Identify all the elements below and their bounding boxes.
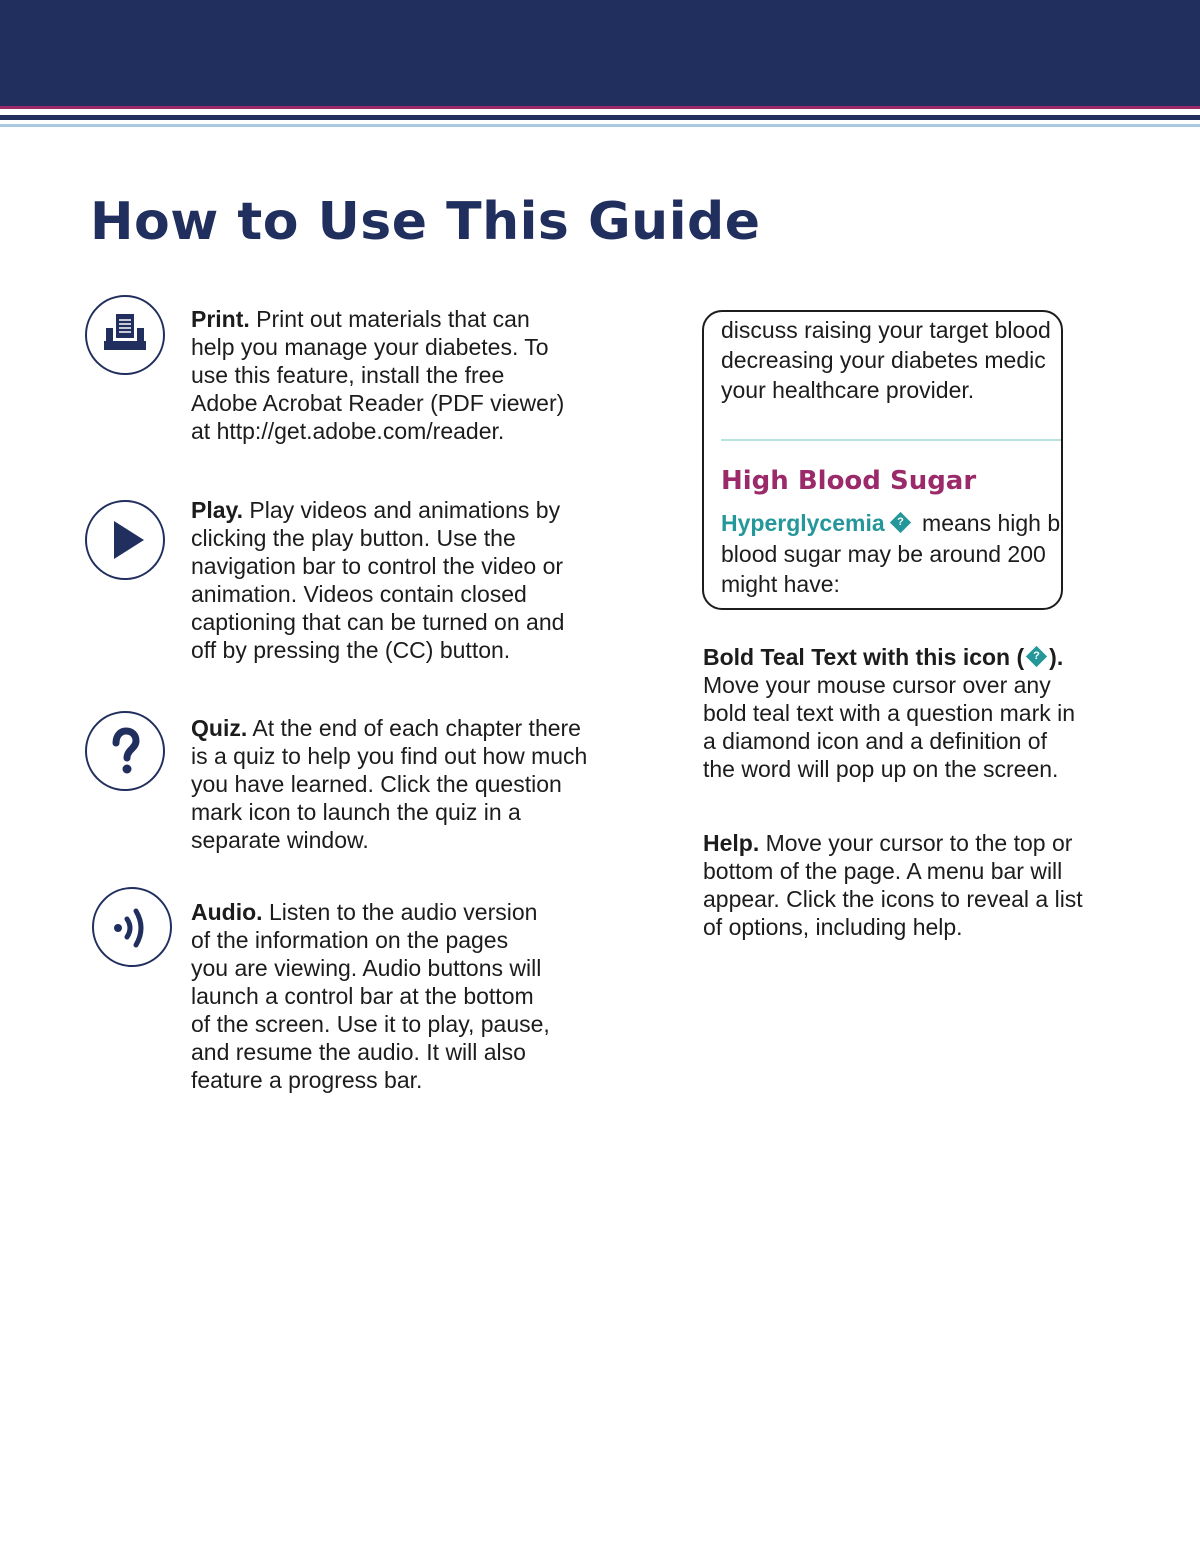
print-text-line: Print out materials that can: [256, 306, 530, 332]
help-note-line: Move your cursor to the top or: [765, 830, 1073, 856]
page-title: How to Use This Guide: [90, 192, 761, 252]
print-icon[interactable]: [85, 295, 165, 375]
help-description: [703, 829, 1143, 941]
teal-note-line: the word will pop up on the screen.: [703, 756, 1059, 782]
audio-icon[interactable]: [92, 887, 172, 967]
teal-note-line: Move your mouse cursor over any: [703, 672, 1051, 698]
quiz-text-line: you have learned. Click the question: [191, 771, 562, 797]
help-note-line: of options, including help.: [703, 914, 963, 940]
quiz-heading: Quiz.: [191, 715, 248, 741]
preview-text-line: might have:: [721, 571, 840, 597]
quiz-text-line: At the end of each chapter there: [252, 715, 581, 741]
play-text-line: Play videos and animations by: [249, 497, 561, 523]
glossary-preview-card: [702, 310, 1063, 610]
audio-description: [191, 898, 611, 1094]
play-text-line: captioning that can be turned on and: [191, 609, 565, 635]
preview-divider: [721, 439, 1063, 441]
print-heading: Print.: [191, 306, 250, 332]
quiz-text-line: separate window.: [191, 827, 369, 853]
preview-text-line: blood sugar may be around 200: [721, 541, 1046, 567]
play-text-line: clicking the play button. Use the: [191, 525, 516, 551]
teal-note-line: bold teal text with a question mark in: [703, 700, 1076, 726]
glossary-diamond-icon: ?: [1026, 646, 1047, 667]
play-text-line: navigation bar to control the video or: [191, 553, 564, 579]
preview-text-line: your healthcare provider.: [721, 377, 975, 403]
print-text-line: at http://get.adobe.com/reader.: [191, 418, 505, 444]
audio-heading: Audio.: [191, 899, 263, 925]
glossary-diamond-icon[interactable]: ?: [890, 512, 911, 533]
print-text-line: help you manage your diabetes. To: [191, 334, 549, 360]
audio-text-line: Listen to the audio version: [268, 899, 538, 925]
play-text-line: animation. Videos contain closed: [191, 581, 527, 607]
help-note-line: bottom of the page. A menu bar will: [703, 858, 1063, 884]
help-note-line: appear. Click the icons to reveal a list: [703, 886, 1083, 912]
teal-note-line: a diamond icon and a definition of: [703, 728, 1047, 754]
audio-text-line: of the screen. Use it to play, pause,: [191, 1011, 550, 1037]
play-text-line: off by pressing the (CC) button.: [191, 637, 511, 663]
print-description: [191, 305, 611, 445]
help-heading: Help.: [703, 830, 760, 856]
header-banner: [0, 0, 1200, 106]
quiz-text-line: is a quiz to help you find out how much: [191, 743, 588, 769]
print-text-line: Adobe Acrobat Reader (PDF viewer): [191, 390, 565, 416]
preview-term-rest: means high b: [915, 510, 1061, 536]
preview-term-line: [721, 508, 1063, 538]
audio-text-line: of the information on the pages: [191, 927, 509, 953]
audio-text-line: and resume the audio. It will also: [191, 1039, 526, 1065]
audio-text-line: feature a progress bar.: [191, 1067, 423, 1093]
audio-text-line: launch a control bar at the bottom: [191, 983, 534, 1009]
quiz-description: [191, 714, 611, 854]
header-stripe: [0, 124, 1200, 127]
audio-text-line: you are viewing. Audio buttons will: [191, 955, 542, 981]
play-description: [191, 496, 611, 664]
question-icon[interactable]: [85, 711, 165, 791]
glossary-term-link[interactable]: Hyperglycemia: [721, 510, 885, 536]
teal-text-description: [703, 643, 1143, 783]
preview-text-line: decreasing your diabetes medic: [721, 347, 1046, 373]
preview-subheading: High Blood Sugar: [721, 466, 977, 496]
play-icon[interactable]: [85, 500, 165, 580]
teal-note-heading: Bold Teal Text with this icon ( ? ).: [703, 644, 1064, 670]
quiz-text-line: mark icon to launch the quiz in a: [191, 799, 521, 825]
play-heading: Play.: [191, 497, 243, 523]
preview-text-line: discuss raising your target blood: [721, 317, 1051, 343]
print-text-line: use this feature, install the free: [191, 362, 505, 388]
